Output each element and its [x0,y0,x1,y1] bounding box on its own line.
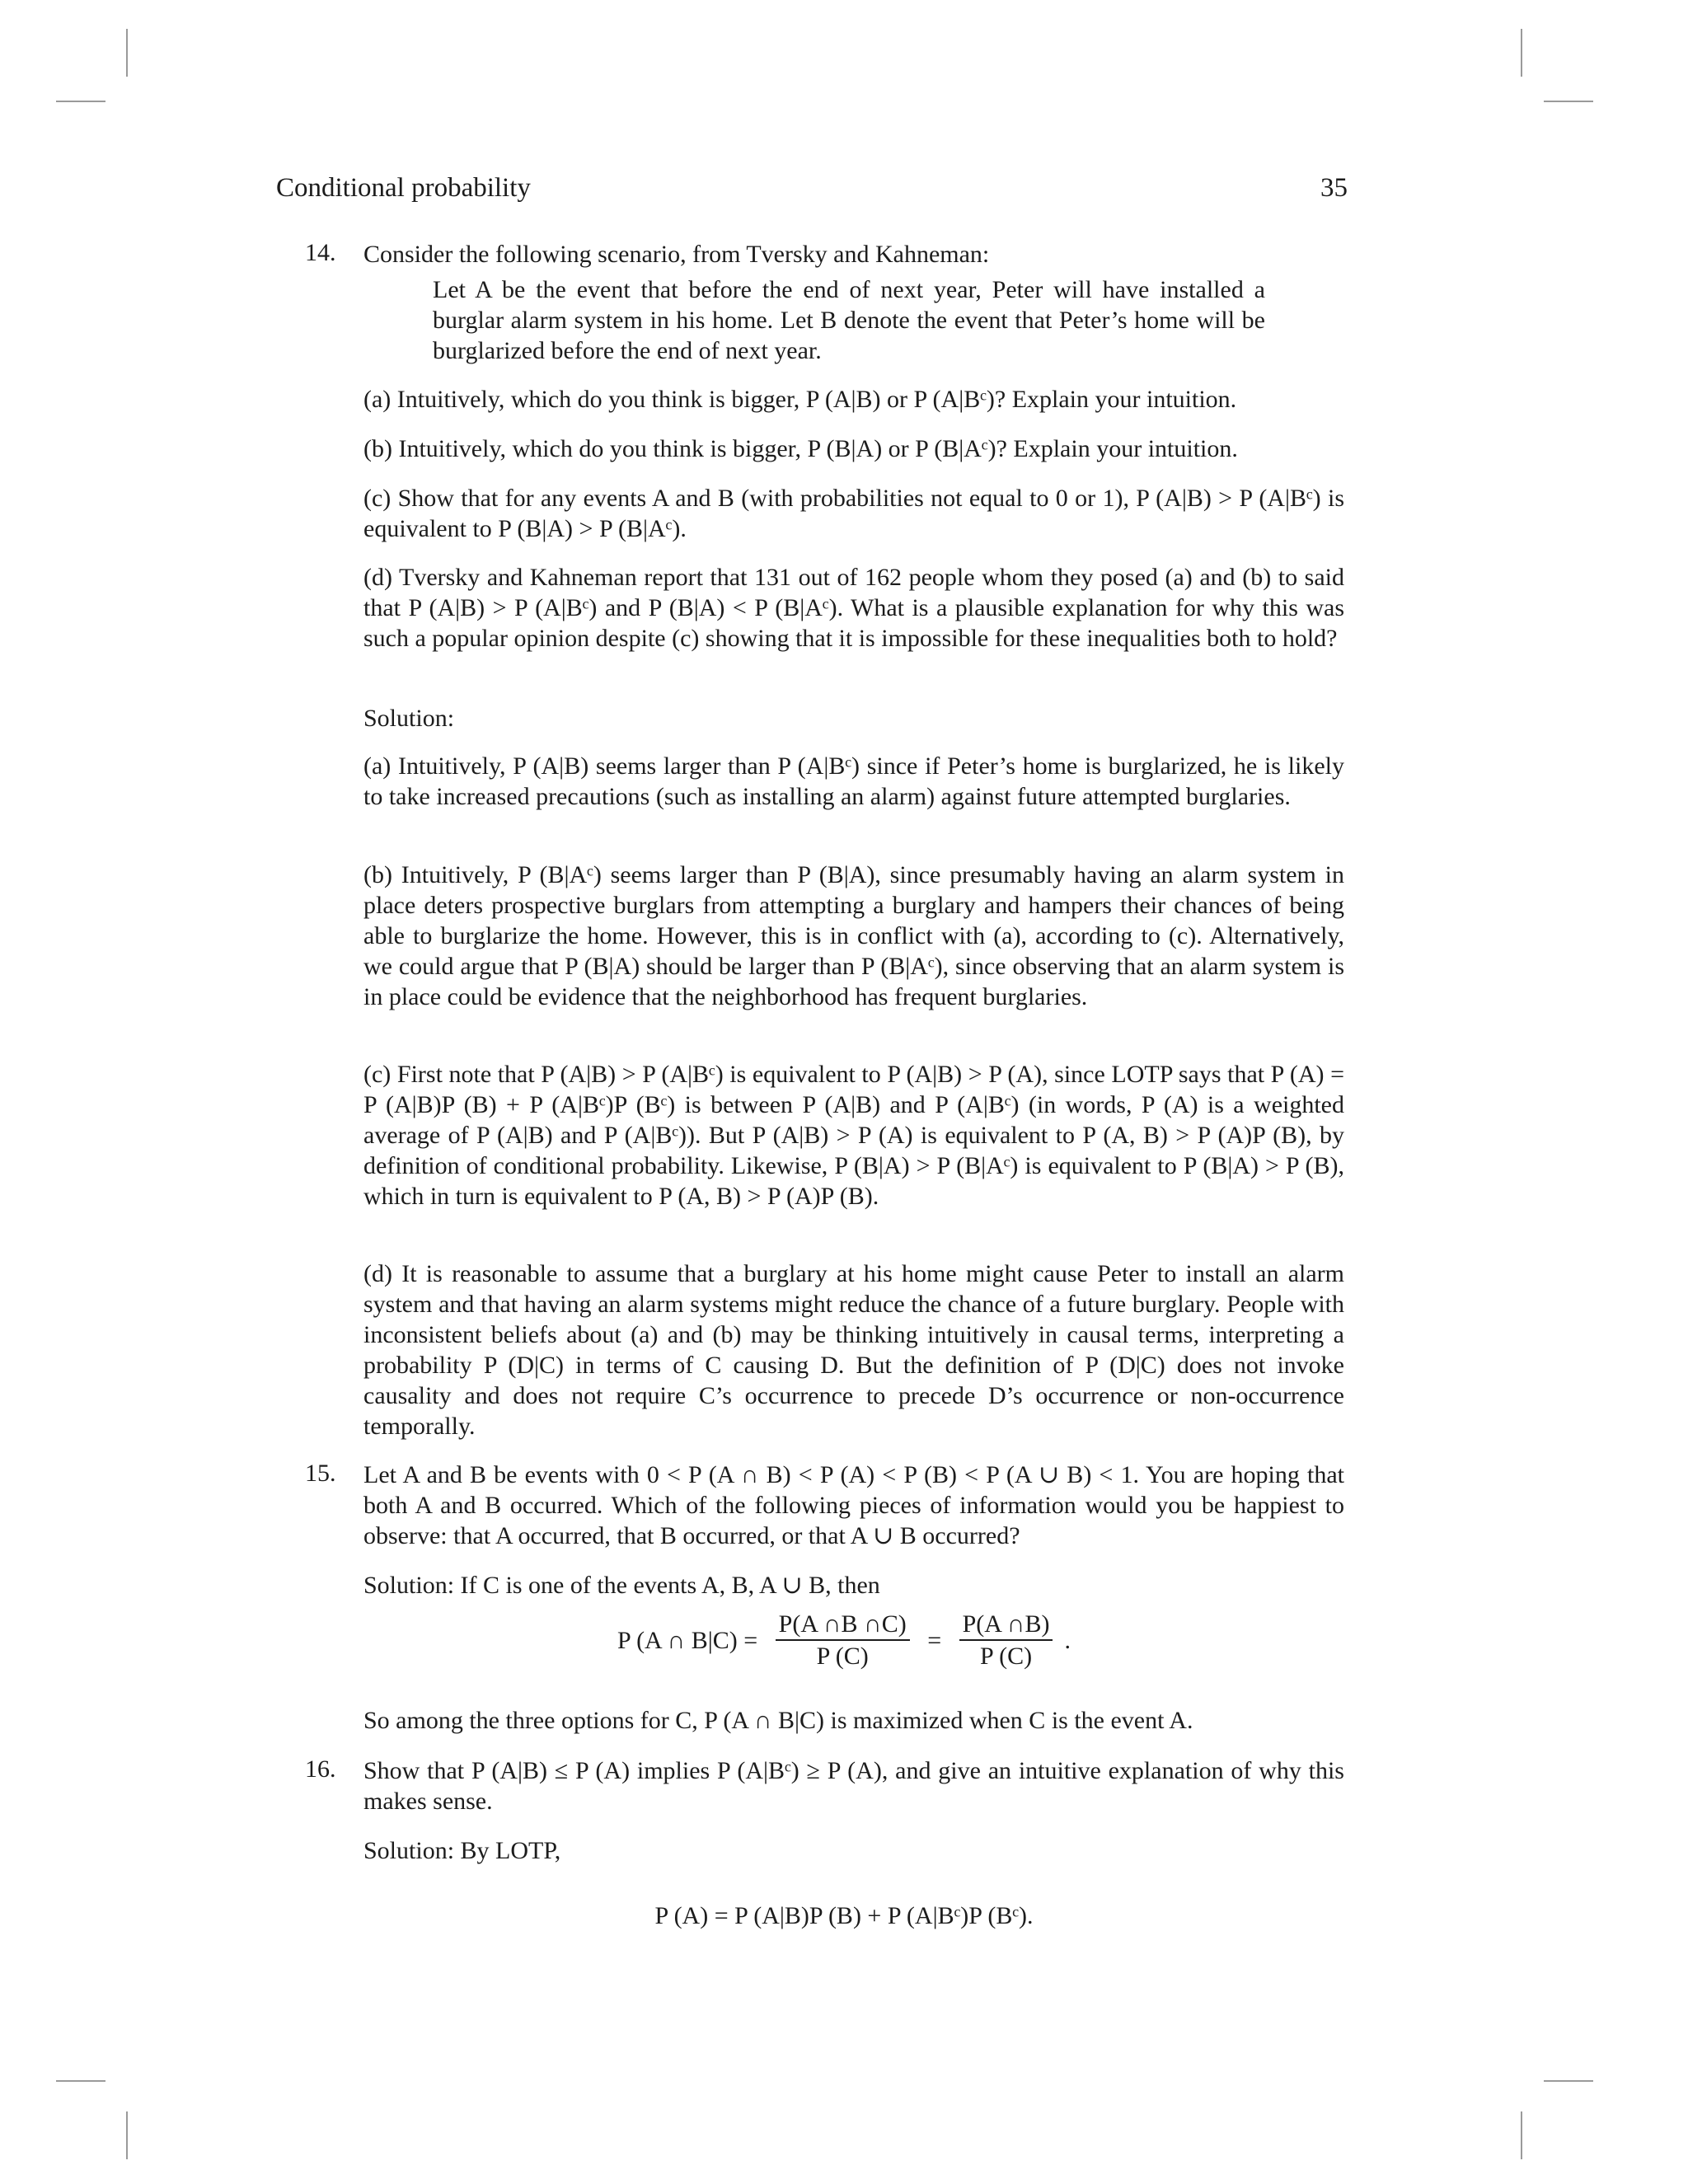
solution-conclusion: So among the three options for C, P (A ∩ B|C) is maximized when C is the event A. [363,1707,1193,1734]
crop-mark [1544,2080,1593,2082]
solution-part-d: (d) It is reasonable to assume that a burglary at his home might cause Peter to install an alarm system and that having an alarm systems might reduce the chance of a future burglary. People with inconsistent beliefs about (a) and (b) may be thinking intuitively in causal terms, interpreting a probability P (D|C) in terms of C causing D. But the definition of P (D|C) does not invoke causality and does not require C’s occurrence to precede D’s occurrence or non-occurrence temporally. [363,1260,1344,1440]
fraction-denominator: P (C) [816,1643,869,1670]
question-part-a: (a) Intuitively, which do you think is bigger, P (A|B) or P (A|Bᶜ)? Explain your intuition. [363,386,1237,413]
crop-mark [1544,101,1593,102]
problem-statement: Show that P (A|B) ≤ P (A) implies P (A|Bᶜ) ≥ P (A), and give an intuitive explanation of why this makes sense. [363,1757,1344,1815]
crop-mark [56,2080,106,2082]
equation-period: . [1064,1626,1071,1654]
problem-number: 14. [305,239,336,266]
solution-part-a: (a) Intuitively, P (A|B) seems larger than P (A|Bᶜ) since if Peter’s home is burglarized, he is likely to take increased precautions (such as installing an alarm) against future attempted burglaries. [363,752,1344,810]
display-equation [0,1609,1688,1671]
problem-statement: Consider the following scenario, from Tversky and Kahneman: [363,241,990,268]
display-equation: P (A) = P (A|B)P (B) + P (A|Bᶜ)P (Bᶜ). [654,1902,1034,1929]
solution-label: Solution: [363,705,455,732]
crop-mark [1521,2111,1522,2159]
solution-text: Solution: By LOTP, [363,1837,561,1864]
solution-text: Solution: If C is one of the events A, B, A ∪ B, then [363,1572,880,1599]
problem-statement: Let A and B be events with 0 < P (A ∩ B) < P (A) < P (B) < P (A ∪ B) < 1. You are hoping that both A and B occurred. Which of the following pieces of information would you be happiest to observe: that A occurred, that B occurred, or that A ∪ B occurred? [363,1461,1344,1549]
crop-mark [126,29,128,77]
equation-lhs: P (A ∩ B|C) = [617,1626,758,1654]
crop-mark [126,2111,128,2159]
block-quote: Let A be the event that before the end of next year, Peter will have installed a burglar alarm system in his home. Let B denote the event that Peter’s home will be burglarized before the end of next year. [433,276,1265,364]
problem-number: 16. [305,1755,336,1783]
question-part-b: (b) Intuitively, which do you think is bigger, P (B|A) or P (B|Aᶜ)? Explain your intuition. [363,435,1238,462]
problem-number: 15. [305,1460,336,1487]
crop-mark [1521,29,1522,77]
fraction-numerator: P(A ∩B ∩C) [776,1609,910,1641]
solution-part-b: (b) Intuitively, P (B|Aᶜ) seems larger than P (B|A), since presumably having an alarm system in place deters prospective burglars from attempting a burglary and hampers their chances of being able to burglarize the home. However, this is in conflict with (a), according to (c). Alternatively, we could argue that P (B|A) should be larger than P (B|Aᶜ), since observing that an alarm system is in place could be evidence that the neighborhood has frequent burglaries. [363,861,1344,1010]
page-number: 35 [1320,173,1348,203]
fraction-denominator: P (C) [980,1643,1033,1670]
solution-part-c: (c) First note that P (A|B) > P (A|Bᶜ) is equivalent to P (A|B) > P (A), since LOTP says that P (A) = P (A|B)P (B) + P (A|Bᶜ)P (Bᶜ) is between P (A|B) and P (A|Bᶜ) (in words, P (A) is a weighted average of P (A|B) and P (A|Bᶜ)). But P (A|B) > P (A) is equivalent to P (A, B) > P (A)P (B), by definition of conditional probability. Likewise, P (B|A) > P (B|Aᶜ) is equivalent to P (B|A) > P (B), which in turn is equivalent to P (A, B) > P (A)P (B). [363,1061,1344,1210]
question-part-c: (c) Show that for any events A and B (with probabilities not equal to 0 or 1), P (A|B) > P (A|Bᶜ) is equivalent to P (B|A) > P (B|Aᶜ). [363,485,1344,542]
fraction [776,1609,910,1671]
equals-sign: = [927,1626,942,1654]
fraction [959,1609,1053,1671]
running-title: Conditional probability [276,173,531,203]
fraction-numerator: P(A ∩B) [959,1609,1053,1641]
question-part-d: (d) Tversky and Kahneman report that 131 out of 162 people whom they posed (a) and (b) to said that P (A|B) > P (A|Bᶜ) and P (B|A) < P (B|Aᶜ). What is a plausible explanation for why this was such a popular opinion despite (c) showing that it is impossible for these inequalities both to hold? [363,564,1344,652]
crop-mark [56,101,106,102]
